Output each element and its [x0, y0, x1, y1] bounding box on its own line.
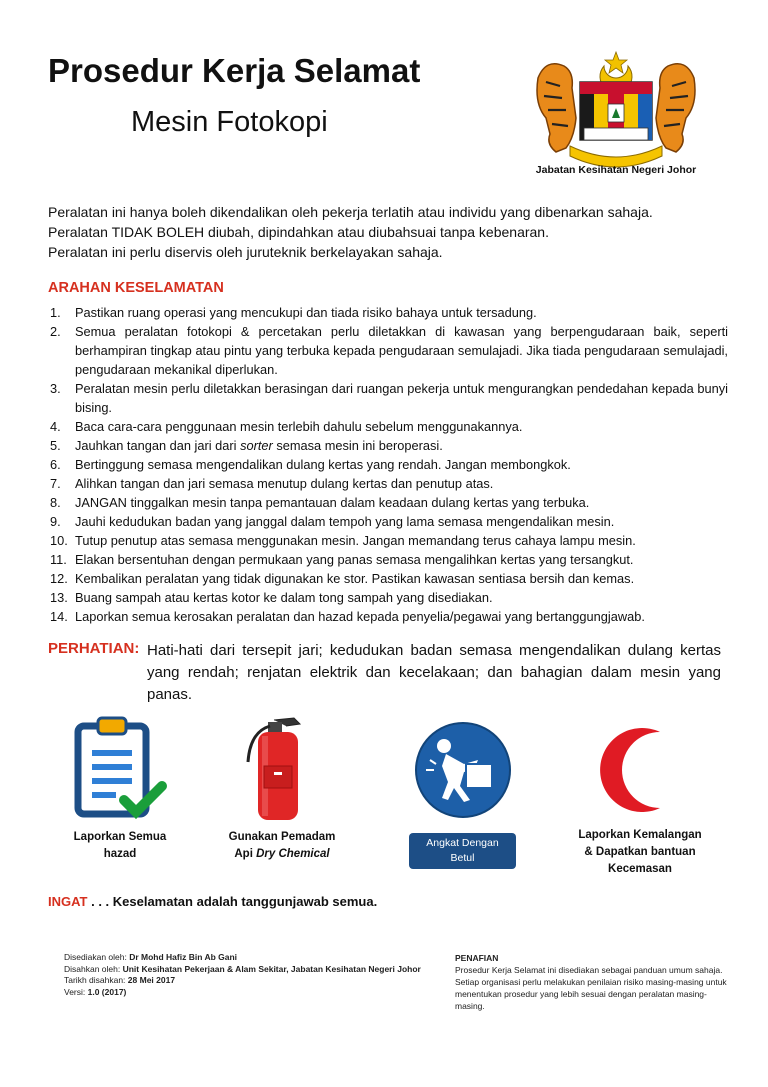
caption-line: & Dapatkan bantuan: [584, 846, 696, 858]
fire-extinguisher-icon: [240, 716, 310, 831]
item-number: 11.: [50, 552, 67, 567]
item-number: 3.: [50, 381, 61, 396]
disclaimer-title: PENAFIAN: [455, 953, 499, 963]
item-text: Elakan bersentuhan dengan permukaan yang panas semasa mengalihkan kertas yang tersangkut.: [75, 552, 634, 567]
item-number: 6.: [50, 457, 61, 472]
red-crescent-icon: [594, 722, 678, 823]
reminder-lead: INGAT: [48, 894, 88, 909]
footer-value: Dr Mohd Hafiz Bin Ab Gani: [129, 952, 238, 962]
footer-label: Tarikh disahkan:: [64, 975, 128, 985]
caption-report-hazard: [56, 829, 184, 863]
list-item: [48, 455, 728, 474]
footer-value: 1.0 (2017): [87, 986, 127, 997]
intro-text: [48, 202, 728, 262]
footer-credits: [64, 952, 421, 998]
item-text: semasa mesin ini beroperasi.: [272, 438, 443, 453]
caption-proper-lifting: [409, 833, 516, 869]
list-item: [48, 379, 728, 417]
list-item: [48, 417, 728, 436]
caption-line: Kecemasan: [608, 863, 672, 875]
item-text: Laporkan semua kerosakan peralatan dan hazad kepada penyelia/pegawai yang bertanggungjawab.: [75, 609, 645, 624]
warning-label: PERHATIAN:: [48, 640, 140, 657]
list-item: [48, 588, 728, 607]
list-item: [48, 322, 728, 379]
version: [64, 987, 421, 999]
caption-extinguisher: [214, 829, 350, 863]
approval-date: [64, 975, 421, 987]
caption-text: Api: [234, 848, 257, 860]
item-text: Pastikan ruang operasi yang mencukupi dan tiada risiko bahaya untuk tersadung.: [75, 305, 537, 320]
item-text: Bertinggung semasa mengendalikan dulang kertas yang rendah. Jangan membongkok.: [75, 457, 571, 472]
caption-line: Gunakan Pemadam: [228, 831, 336, 843]
caption-line: hazad: [103, 848, 137, 860]
item-number: 2.: [50, 324, 61, 339]
caption-text-emphasis: Dry Chemical: [256, 848, 330, 860]
prepared-by: [64, 952, 421, 964]
page-title: Prosedur Kerja Selamat: [48, 52, 421, 89]
list-item: [48, 474, 728, 493]
reminder-text: [48, 894, 377, 909]
item-text: JANGAN tinggalkan mesin tanpa pemantauan dalam keadaan dulang kertas yang terbuka.: [75, 495, 590, 510]
disclaimer: [455, 952, 735, 1012]
footer-label: Versi:: [64, 986, 88, 997]
safety-instructions-list: [48, 303, 728, 626]
item-number: 14.: [50, 609, 68, 624]
item-number: 5.: [50, 438, 61, 453]
list-item: [48, 512, 728, 531]
warning-text: Hati-hati dari tersepit jari; kedudukan badan semasa mengendalikan dulang kertas yang rendah; renjatan elektrik dan kecelakaan; dan bahagian dalam mesin yang panas.: [147, 642, 721, 703]
intro-line: Peralatan TIDAK BOLEH diubah, dipindahkan atau diubahsuai tanpa kebenaran.: [48, 224, 549, 240]
item-number: 4.: [50, 419, 61, 434]
reminder-body: . . . Keselamatan adalah tanggunjawab semua.: [87, 894, 378, 909]
proper-lifting-icon: [408, 720, 518, 825]
item-text-emphasis: sorter: [240, 438, 273, 453]
item-text: Buang sampah atau kertas kotor ke dalam tong sampah yang disediakan.: [75, 590, 493, 605]
intro-line: Peralatan ini hanya boleh dikendalikan oleh pekerja terlatih atau individu yang dibenarkan sahaja.: [48, 204, 653, 220]
list-item: [48, 531, 728, 550]
list-item: [48, 436, 728, 455]
item-number: 10.: [50, 533, 68, 548]
item-number: 13.: [50, 590, 68, 605]
list-item: [48, 569, 728, 588]
item-number: 12.: [50, 571, 68, 586]
approved-by: [64, 964, 421, 976]
footer-value: Unit Kesihatan Pekerjaan & Alam Sekitar, Jabatan Kesihatan Negeri Johor: [122, 963, 421, 974]
item-text: Baca cara-cara penggunaan mesin terlebih dahulu sebelum menggunakannya.: [75, 419, 523, 434]
logo-caption: Jabatan Kesihatan Negeri Johor: [535, 164, 697, 176]
disclaimer-text: Prosedur Kerja Selamat ini disediakan sebagai panduan umum sahaja. Setiap organisasi perlu melakukan penilaian risiko masing-masing untuk menentukan prosedur yang lebih sesuai dengan peralatan masing-masing.: [455, 965, 727, 1011]
item-text: Kembalikan peralatan yang tidak digunakan ke stor. Pastikan kawasan sentiasa bersih dan kemas.: [75, 571, 635, 586]
item-text: Alihkan tangan dan jari semasa menutup dulang kertas dan penutup atas.: [75, 476, 494, 491]
page-subtitle: Mesin Fotokopi: [131, 106, 328, 138]
footer-label: Disahkan oleh:: [64, 963, 123, 974]
item-number: 8.: [50, 495, 61, 510]
item-text: Jauhi kedudukan badan yang janggal dalam tempoh yang lama semasa mengendalikan mesin.: [75, 514, 615, 529]
item-number: 7.: [50, 476, 61, 491]
list-item: [48, 607, 728, 626]
coat-of-arms-icon: [516, 48, 716, 168]
safety-heading: ARAHAN KESELAMATAN: [48, 280, 224, 296]
item-text: Peralatan mesin perlu diletakkan berasingan dari ruangan pekerja untuk mengurangkan pendedahan kepada bunyi bising.: [75, 381, 728, 415]
caption-line: Angkat Dengan: [426, 837, 499, 849]
list-item: [48, 550, 728, 569]
clipboard-check-icon: [70, 716, 170, 831]
caption-line: Laporkan Kemalangan: [578, 829, 702, 841]
item-text: Semua peralatan fotokopi & percetakan perlu diletakkan di kawasan yang berpengudaraan baik, seperti berhampiran tingkap atau pintu yang terbuka kepada pengudaraan semulajadi. Jika tiada pengudaraan semulajadi, pengudaraan mekanikal diperlukan.: [75, 324, 728, 377]
caption-report-accident: [566, 827, 714, 878]
footer-label: Disediakan oleh:: [64, 952, 130, 962]
footer-value: 28 Mei 2017: [127, 975, 176, 985]
caption-line: [214, 846, 350, 863]
list-item: [48, 493, 728, 512]
item-text: Jauhkan tangan dan jari dari: [75, 438, 241, 453]
list-item: [48, 303, 728, 322]
item-number: 9.: [50, 514, 61, 529]
item-text: Tutup penutup atas semasa menggunakan mesin. Jangan memandang terus cahaya lampu mesin.: [75, 533, 636, 548]
intro-line: Peralatan ini perlu diservis oleh juruteknik berkelayakan sahaja.: [48, 244, 443, 260]
item-number: 1.: [50, 305, 61, 320]
caption-line: Laporkan Semua: [73, 831, 167, 843]
caption-line: Betul: [450, 852, 475, 864]
